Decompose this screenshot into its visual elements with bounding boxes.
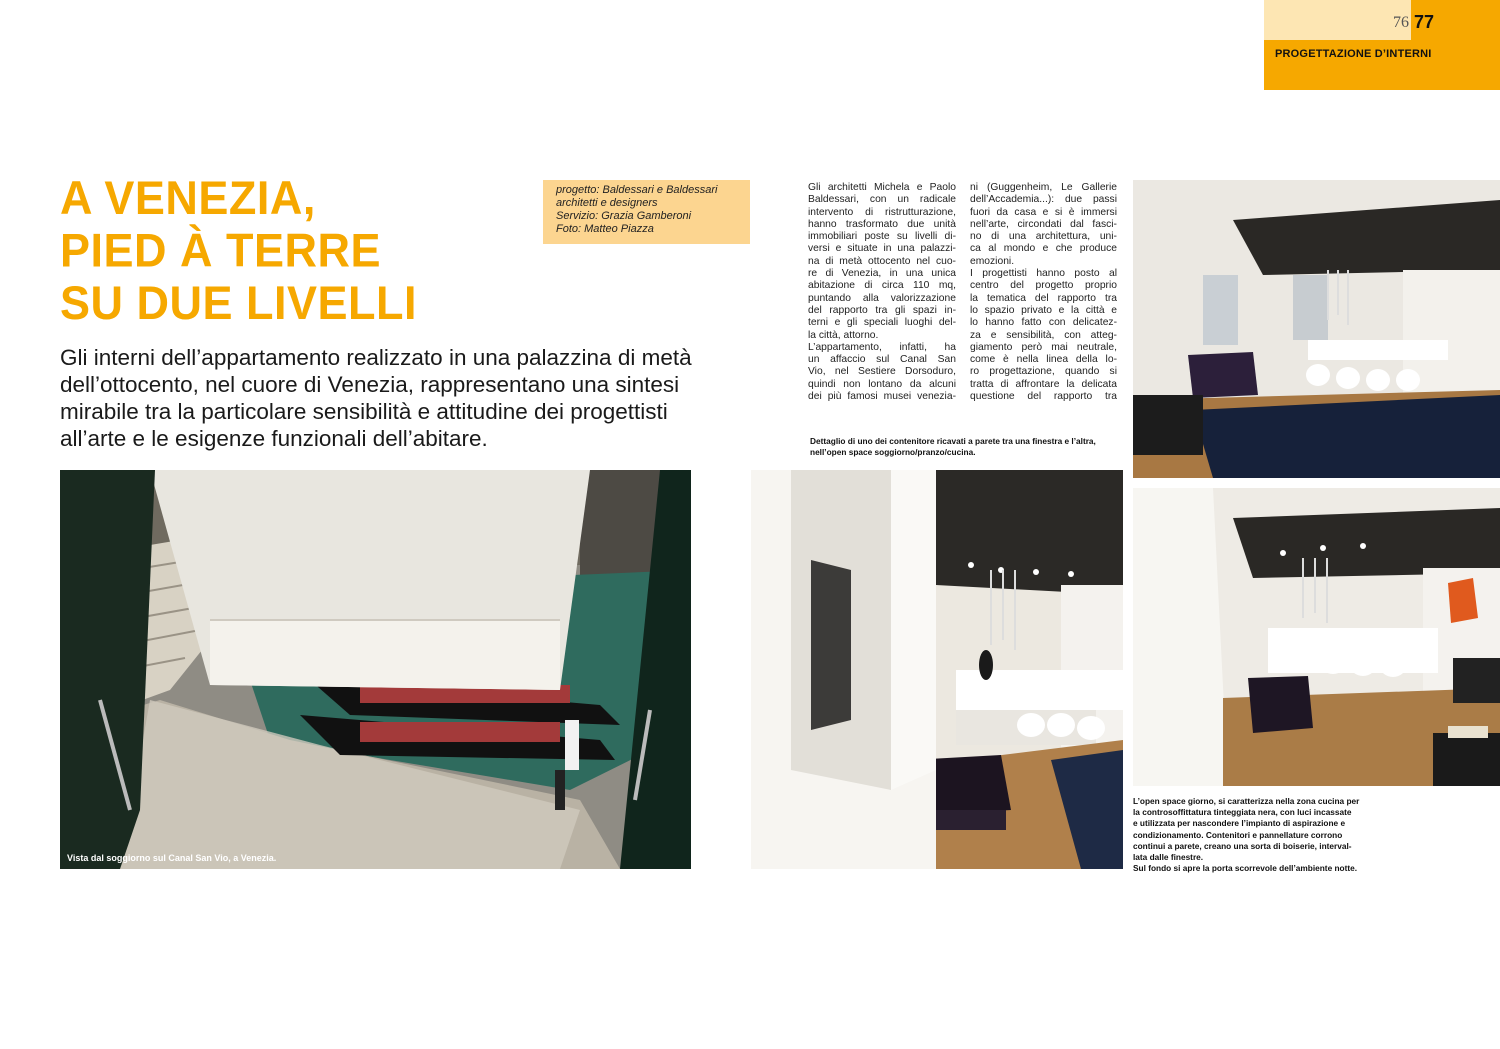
text-line: no di una architettura, uni- (970, 231, 1117, 243)
text-line: Vio, nel Sestiere Dorsoduro, (808, 366, 956, 378)
text-line: Gli architetti Michela e Paolo (808, 182, 956, 193)
text-line: questione del rapporto tra (970, 391, 1117, 403)
text-line: hanno trasformato due unità (808, 218, 956, 230)
text-line: come è nella linea della lo- (970, 354, 1117, 366)
caption-detail (810, 436, 1126, 458)
headline-line: SU DUE LIVELLI (60, 275, 418, 330)
text-line: re di Venezia, in una unica (808, 268, 956, 280)
text-line: Baldessari, con un radicale (808, 194, 956, 206)
photo-open-space-top (1133, 180, 1500, 478)
text-line: quindi non lontano da alcuni (808, 378, 956, 390)
photo-canal-view (60, 470, 691, 869)
text-line: Dettaglio di uno dei contenitore ricavati a parete tra una finestra e l’altra, (810, 436, 1096, 446)
text-line: nell’open space soggiorno/pranzo/cucina. (810, 447, 976, 458)
text-line: versi e situate in una palazzi- (808, 243, 956, 255)
photo-container-detail (751, 470, 1123, 869)
headline-line: PIED À TERRE (60, 223, 382, 277)
text-line: L’appartamento, infatti, ha (808, 341, 956, 353)
credit-line: Foto: Matteo Piazza (556, 223, 654, 235)
text-line: ni (Guggenheim, Le Gallerie (970, 182, 1117, 193)
credit-line: progetto: Baldessari e Baldessari (556, 184, 718, 196)
text-line: fuori da casa e si è immersi (970, 206, 1117, 218)
body-column-2 (970, 182, 1117, 403)
intro-paragraph: Gli interni dell’appartamento realizzato in una palazzina di metà dell’ottocento, nel cuore di Venezia, rappresentano una sintesi mirabile tra la particolare sensibilità e attitudine dei progettisti all’arte e le esigenze funzionali dell’abitare. (60, 345, 692, 451)
text-line: I progettisti hanno posto al (970, 268, 1117, 280)
text-line: la città, attorno. (808, 329, 879, 341)
text-line: lata dalle finestre. (1133, 852, 1204, 863)
caption-open-space (1133, 796, 1500, 874)
text-line: L’open space giorno, si caratterizza nella zona cucina per (1133, 796, 1360, 806)
text-line: terni e gli speciali luoghi del- (808, 317, 956, 329)
section-label: PROGETTAZIONE D’INTERNI (1275, 48, 1432, 60)
body-column-1 (808, 182, 956, 403)
photo-open-space-bottom (1133, 488, 1500, 786)
text-line: puntando alla valorizzazione (808, 292, 956, 304)
text-line: emozioni. (970, 255, 1015, 267)
text-line: dell’Accademia...): due passi (970, 194, 1117, 206)
text-line: dei più famosi musei venezia- (808, 391, 956, 403)
text-line: ca al mondo e che produce (970, 243, 1117, 255)
page-number-left: 76 (1393, 14, 1409, 31)
text-line: del rapporto tra gli spazi in- (808, 304, 956, 316)
text-line: e utilizzata per nascondere l’impianto di aspirazione e (1133, 818, 1346, 829)
headline-line: A VENEZIA, (60, 170, 316, 225)
text-line: nell’arte, circondati dal fasci- (970, 218, 1117, 230)
text-line: giamento però mai neutrale, (970, 341, 1117, 353)
caption-canal: Vista dal soggiorno sul Canal San Vio, a Venezia. (67, 853, 277, 863)
text-line: un affaccio sul Canal San (808, 354, 956, 366)
text-line: la controsoffittatura tinteggiata nera, con luci incassate (1133, 807, 1352, 818)
page-number-right: 77 (1414, 12, 1435, 32)
page-header-tab (1264, 0, 1500, 90)
text-line: continui a parete, creano una sorta di boiserie, interval- (1133, 840, 1352, 851)
text-line: la tematica del rapporto tra (970, 292, 1117, 304)
text-line: immobiliari poste su livelli di- (808, 231, 956, 243)
text-line: na di metà ottocento nel cuo- (808, 255, 956, 267)
text-line: condizionamento. Contenitori e pannellature corrono (1133, 829, 1343, 840)
text-line: ro progettazione, quando si (970, 366, 1117, 378)
credit-line: Servizio: Grazia Gamberoni (556, 210, 692, 222)
text-line: centro del progetto proprio (970, 280, 1117, 292)
credits-box (543, 180, 750, 244)
text-line: abitazione di circa 110 mq, (808, 280, 956, 292)
text-line: Sul fondo si apre la porta scorrevole dell’ambiente notte. (1133, 863, 1358, 874)
text-line: tratta di affrontare la delicata (970, 378, 1117, 390)
article-headline (60, 172, 540, 330)
text-line: za e sensibilità, con atteg- (970, 329, 1117, 341)
text-line: intervento di ristrutturazione, (808, 206, 956, 218)
text-line: lo spazio privato e la città e (970, 304, 1117, 316)
credit-line: architetti e designers (556, 197, 658, 209)
page-number-panel (1264, 0, 1411, 40)
text-line: lo hanno fatto con delicatez- (970, 317, 1117, 329)
